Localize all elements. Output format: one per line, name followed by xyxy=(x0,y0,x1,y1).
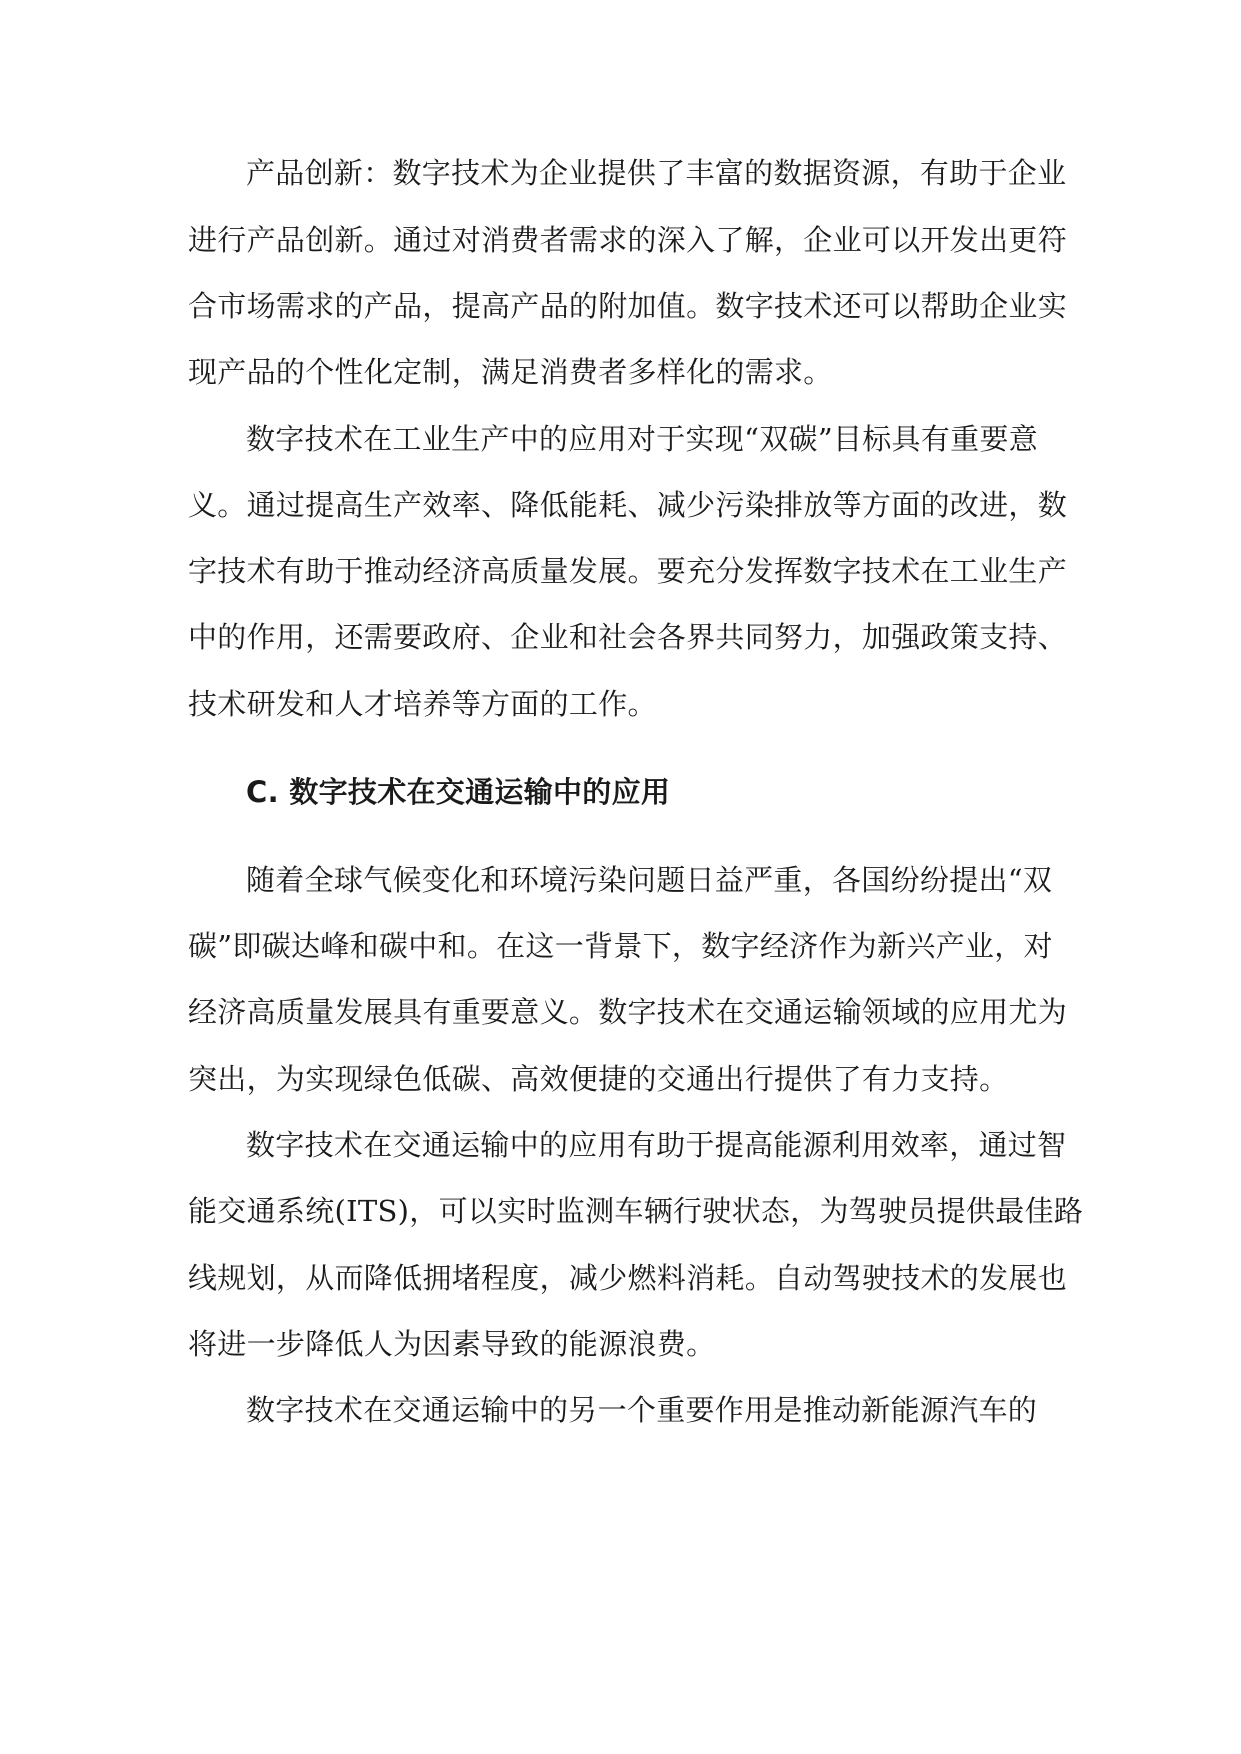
text-line: 字技术有助于推动经济高质量发展。要充分发挥数字技术在工业生产 xyxy=(188,554,1068,588)
text-line: 数字技术在交通运输中的应用有助于提高能源利用效率，通过智 xyxy=(246,1128,1067,1162)
text-line: 技术研发和人才培养等方面的工作。 xyxy=(188,687,657,721)
text-line: 数字技术在交通运输中的另一个重要作用是推动新能源汽车的 xyxy=(246,1393,1038,1427)
text-line: 随着全球气候变化和环境污染问题日益严重，各国纷纷提出“双 xyxy=(246,863,1053,897)
text-line: 中的作用，还需要政府、企业和社会各界共同努力，加强政策支持、 xyxy=(188,620,1068,654)
section-heading: C. 数字技术在交通运输中的应用 xyxy=(246,775,671,809)
text-line: 现产品的个性化定制，满足消费者多样化的需求。 xyxy=(188,355,833,389)
text-line: 突出，为实现绿色低碳、高效便捷的交通出行提供了有力支持。 xyxy=(188,1062,1009,1096)
text-line: 碳”即碳达峰和碳中和。在这一背景下，数字经济作为新兴产业，对 xyxy=(188,929,1053,963)
text-line: 经济高质量发展具有重要意义。数字技术在交通运输领域的应用尤为 xyxy=(188,995,1068,1029)
text-line: 义。通过提高生产效率、降低能耗、减少污染排放等方面的改进，数 xyxy=(188,488,1068,522)
text-line: 产品创新：数字技术为企业提供了丰富的数据资源，有助于企业 xyxy=(246,156,1067,190)
text-line: 线规划，从而降低拥堵程度，减少燃料消耗。自动驾驶技术的发展也 xyxy=(188,1261,1068,1295)
text-line: 能交通系统(ITS)，可以实时监测车辆行驶状态，为驾驶员提供最佳路 xyxy=(188,1194,1084,1228)
text-line: 进行产品创新。通过对消费者需求的深入了解，企业可以开发出更符 xyxy=(188,223,1068,257)
text-line: 数字技术在工业生产中的应用对于实现“双碳”目标具有重要意 xyxy=(246,422,1039,456)
text-line: 合市场需求的产品，提高产品的附加值。数字技术还可以帮助企业实 xyxy=(188,289,1068,323)
text-line: 将进一步降低人为因素导致的能源浪费。 xyxy=(188,1327,716,1361)
